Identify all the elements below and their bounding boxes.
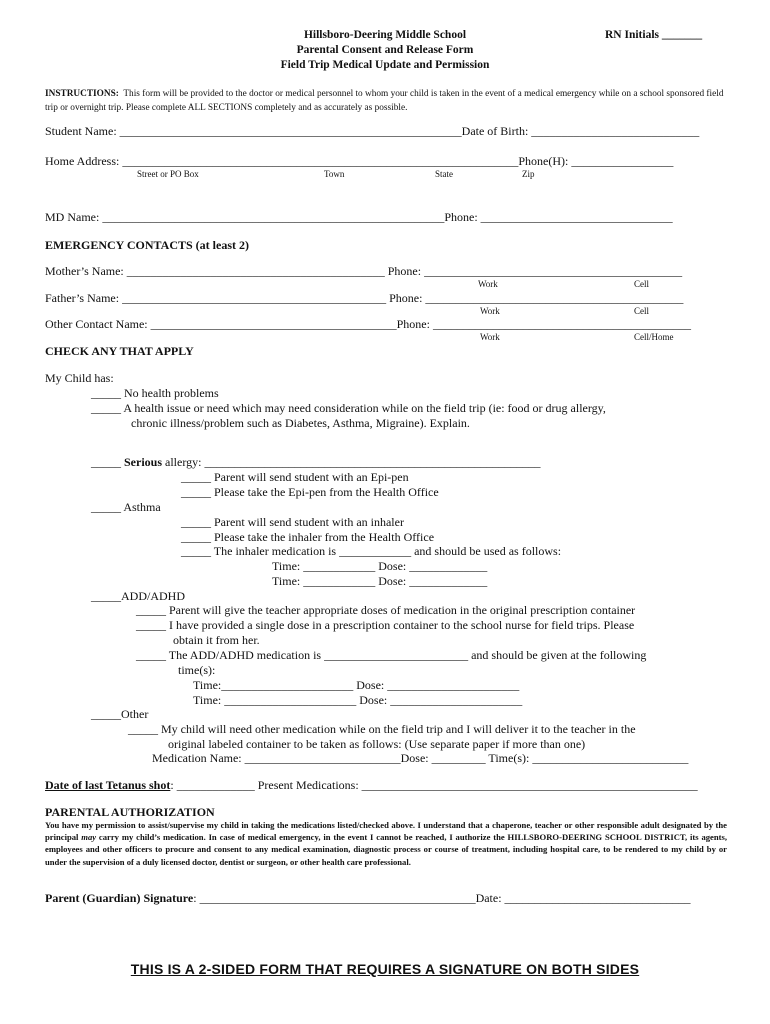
home-address-line[interactable]: Home Address: __________________________________________________________________Phone(H): _________________ <box>45 154 674 168</box>
signature-fields: : ______________________________________________Date: _______________________________ <box>193 891 691 905</box>
inhaler-time-dose-1[interactable]: Time: ____________ Dose: _____________ <box>272 559 488 573</box>
other-contact-line[interactable]: Other Contact Name: _________________________________________Phone: ___________________________________________ <box>45 317 691 331</box>
inhaler-time-dose-2[interactable]: Time: ____________ Dose: _____________ <box>272 574 488 588</box>
rn-initials-field[interactable]: RN Initials _______ <box>605 29 703 41</box>
address-sub-state: State <box>435 169 453 179</box>
adhd-option[interactable]: _____ADD/ADHD <box>91 589 185 603</box>
form-subtitle: Field Trip Medical Update and Permission <box>280 59 490 71</box>
school-name: Hillsboro-Deering Middle School <box>303 29 467 41</box>
instructions-label: INSTRUCTIONS: <box>45 89 119 99</box>
epipen-parent-option[interactable]: _____ Parent will send student with an Epi-pen <box>181 470 409 484</box>
health-issue-option[interactable]: _____ A health issue or need which may need consideration while on the field trip (ie: food or drug allergy, <box>91 401 606 415</box>
adhd-medication-option-cont: time(s): <box>178 663 216 677</box>
student-name-line[interactable]: Student Name: _________________________________________________________Date of Birth: ____________________________ <box>45 124 700 138</box>
adhd-parent-option[interactable]: _____ Parent will give the teacher appropriate doses of medication in the original prescription container <box>136 603 636 617</box>
tetanus-line[interactable] <box>45 778 698 793</box>
adhd-time-dose-1[interactable]: Time:______________________ Dose: ______________________ <box>193 678 520 692</box>
authorization-text <box>45 819 727 868</box>
other-medication-fields[interactable]: Medication Name: __________________________Dose: _________ Time(s): __________________________ <box>152 751 689 765</box>
authorization-heading: PARENTAL AUTHORIZATION <box>45 805 215 819</box>
other-option[interactable]: _____Other <box>91 707 149 721</box>
instructions-text: This form will be provided to the doctor or medical personnel to whom your child is taken in the event of a medical emergency while on a school sponsored field trip or overnight trip. Please complete ALL SECTIONS completely and as accurately as possible. <box>45 89 724 113</box>
address-sub-town: Town <box>324 169 345 179</box>
address-sub-zip: Zip <box>522 169 535 179</box>
asthma-option[interactable]: _____ Asthma <box>91 500 161 514</box>
no-health-problems-option[interactable]: _____ No health problems <box>91 386 219 400</box>
address-sub-street: Street or PO Box <box>137 169 199 179</box>
other-medication-option[interactable]: _____ My child will need other medication while on the field trip and I will deliver it to the teacher in the <box>128 722 636 736</box>
inhaler-medication-option[interactable]: _____ The inhaler medication is ____________ and should be used as follows: <box>181 544 562 558</box>
form-title: Parental Consent and Release Form <box>296 44 474 56</box>
instructions <box>45 87 735 115</box>
signature-line[interactable] <box>45 891 691 906</box>
epipen-office-option[interactable]: _____ Please take the Epi-pen from the Health Office <box>181 485 439 499</box>
serious-allergy-field: allergy: ________________________________________________________ <box>162 455 541 469</box>
serious-allergy-check: _____ <box>91 455 124 469</box>
health-issue-option-cont: chronic illness/problem such as Diabetes, Asthma, Migraine). Explain. <box>131 416 470 430</box>
signature-label: Parent (Guardian) Signature <box>45 891 194 905</box>
mother-sub-work: Work <box>478 279 498 289</box>
check-heading: CHECK ANY THAT APPLY <box>45 344 194 358</box>
authorization-text-a: You have my permission to assist/supervise my child in taking the medications listed/checked above. I understand that a chaperone, teacher or other responsible adult designated by the principal <box>45 820 727 843</box>
authorization-text-b: carry my child’s medication. In case of medical emergency, in the event I cannot be reached, I authorize the HILLSBORO-DEERING SCHOOL DISTRICT, its agents, employees and other officers to procure and consent to any medical examination, diagnostic process or course of treatment, including hospital care, to be rendered to my child by or under the supervision of a duly licensed doctor, dentist or surgeon, or other health care professional. <box>45 832 727 867</box>
serious-allergy-option[interactable] <box>91 455 540 470</box>
father-sub-work: Work <box>480 306 500 316</box>
other-sub-cell-home: Cell/Home <box>634 332 674 342</box>
father-sub-cell: Cell <box>634 306 649 316</box>
tetanus-label: Date of last Tetanus shot <box>45 778 171 792</box>
two-sided-notice: THIS IS A 2-SIDED FORM THAT REQUIRES A SIGNATURE ON BOTH SIDES <box>130 961 640 977</box>
inhaler-office-option[interactable]: _____ Please take the inhaler from the Health Office <box>181 530 435 544</box>
mother-contact-line[interactable]: Mother’s Name: ___________________________________________ Phone: ___________________________________________ <box>45 264 683 278</box>
emergency-heading: EMERGENCY CONTACTS (at least 2) <box>45 238 249 252</box>
inhaler-parent-option[interactable]: _____ Parent will send student with an inhaler <box>181 515 404 529</box>
adhd-time-dose-2[interactable]: Time: ______________________ Dose: ______________________ <box>193 693 523 707</box>
my-child-has-label: My Child has: <box>45 371 114 385</box>
other-sub-work: Work <box>480 332 500 342</box>
adhd-nurse-option-cont: obtain it from her. <box>173 633 260 647</box>
father-contact-line[interactable]: Father’s Name: ____________________________________________ Phone: ___________________________________________ <box>45 291 684 305</box>
other-medication-option-cont: original labeled container to be taken as follows: (Use separate paper if more than one) <box>168 737 586 751</box>
mother-sub-cell: Cell <box>634 279 649 289</box>
adhd-nurse-option[interactable]: _____ I have provided a single dose in a prescription container to the school nurse for field trips. Please <box>136 618 635 632</box>
tetanus-fields: : _____________ Present Medications: ________________________________________________________ <box>170 778 698 792</box>
adhd-medication-option[interactable]: _____ The ADD/ADHD medication is ________________________ and should be given at the following <box>136 648 647 662</box>
serious-label: Serious <box>124 455 163 469</box>
md-name-line[interactable]: MD Name: _________________________________________________________Phone: ________________________________ <box>45 210 673 224</box>
authorization-text-may: may <box>81 832 97 843</box>
